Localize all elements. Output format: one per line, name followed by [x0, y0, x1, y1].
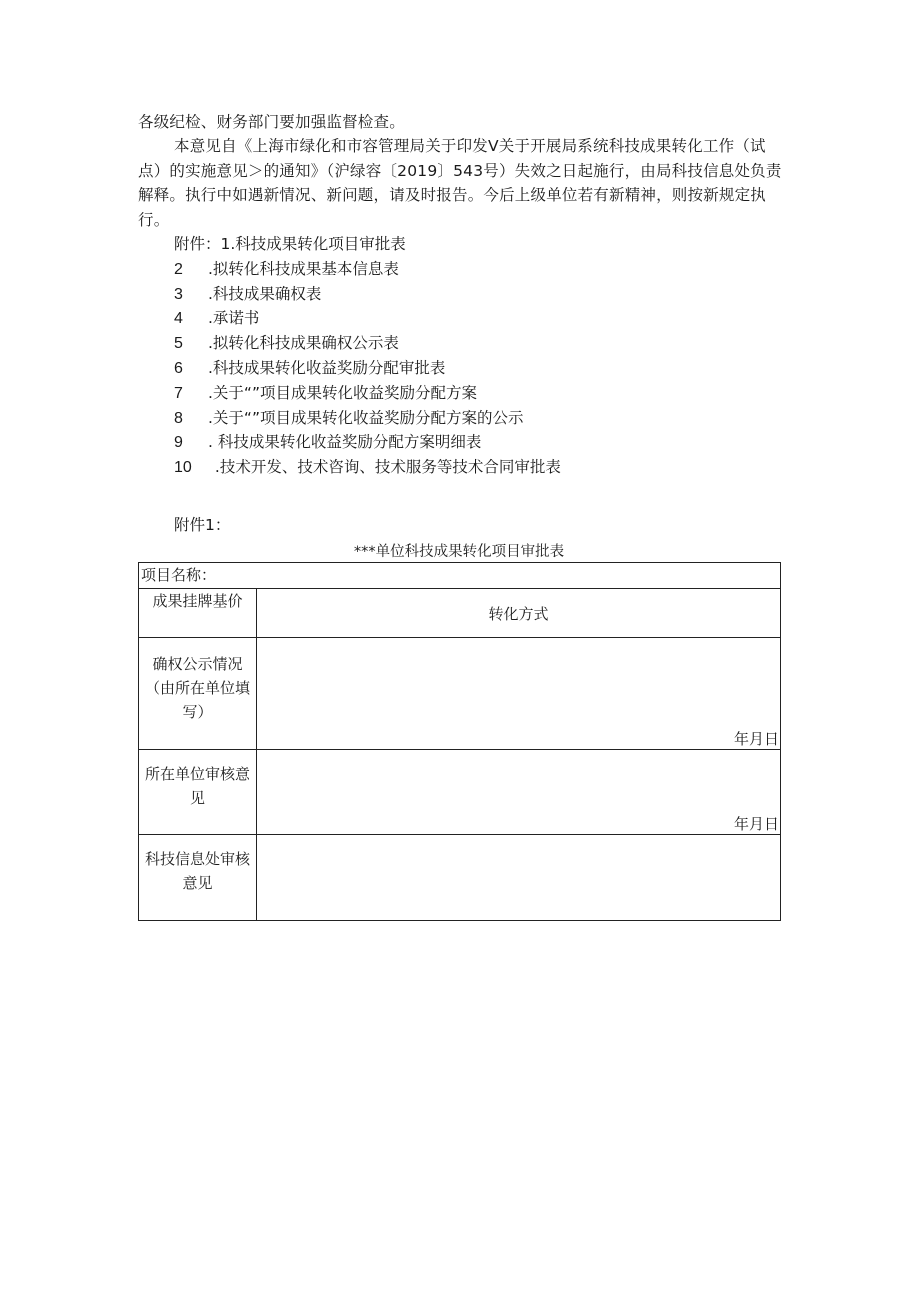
- attachment-number: 3: [174, 285, 183, 303]
- attachment-title: .拟转化科技成果确权公示表: [208, 334, 399, 353]
- attachment-lead: 附件：1.科技成果转化项目审批表: [174, 235, 406, 253]
- attachment-number: 5: [174, 335, 183, 353]
- attachment-item: [138, 406, 788, 431]
- attachment-title: .拟转化科技成果基本信息表: [208, 259, 399, 278]
- attachment-title: .科技成果确权表: [208, 284, 322, 303]
- attachment-number: 9: [174, 434, 183, 452]
- approval-form-table: [138, 562, 781, 921]
- table-row: [139, 750, 781, 835]
- attachment-title: .科技成果转化收益奖励分配审批表: [208, 358, 446, 377]
- attachment-number: 10: [174, 459, 192, 477]
- annex-label: 附件1：: [174, 516, 231, 534]
- attachment-item: [138, 356, 788, 381]
- attachment-number: 8: [174, 409, 183, 427]
- confirm-publicity-label: 确权公示情况（由所在单位填写）: [139, 638, 257, 750]
- attachment-item: [138, 455, 788, 480]
- unit-review-field: [257, 750, 781, 835]
- attachment-number: 4: [174, 310, 183, 328]
- attachment-item: [138, 331, 788, 356]
- attachment-title: . 科技成果转化收益奖励分配方案明细表: [208, 433, 482, 452]
- attachment-number: 7: [174, 384, 183, 402]
- date-text: 年月日: [733, 815, 779, 833]
- table-title: ***单位科技成果转化项目审批表: [353, 544, 565, 560]
- paragraph-effective-date: 本意见自《上海市绿化和市容管理局关于印发V关于开展局系统科技成果转化工作（试点）的实施意见＞的通知》（沪绿容〔2019〕543号）失效之日起施行，由局科技信息处负责解释。执行中如遇新情况、新问题，请及时报告。今后上级单位若有新精神，则按新规定执行。: [138, 137, 782, 229]
- paragraph-supervision: 各级纪检、财务部门要加强监督检查。: [138, 113, 405, 131]
- attachment-list: [138, 232, 788, 480]
- attachment-title: .承诺书: [208, 309, 260, 328]
- table-row: [139, 589, 781, 638]
- confirm-publicity-field: [257, 638, 781, 750]
- attachment-item: [138, 257, 788, 282]
- conversion-method-label: 转化方式: [257, 589, 781, 638]
- attachment-title: .技术开发、技术咨询、技术服务等技术合同审批表: [210, 458, 561, 477]
- attachment-title: .关于“”项目成果转化收益奖励分配方案: [208, 383, 477, 402]
- table-row: [139, 835, 781, 921]
- attachment-item: [138, 381, 788, 406]
- sci-info-review-field: [257, 835, 781, 921]
- attachment-title: .关于“”项目成果转化收益奖励分配方案的公示: [208, 408, 524, 427]
- sci-info-review-label: 科技信息处审核意见: [139, 835, 257, 921]
- attachment-number: 6: [174, 359, 183, 377]
- attachment-item: [138, 232, 788, 257]
- attachment-item: [138, 306, 788, 331]
- attachment-item: [138, 430, 788, 455]
- unit-review-label: 所在单位审核意见: [139, 750, 257, 835]
- project-name-field: 项目名称：: [139, 563, 781, 589]
- table-row: [139, 638, 781, 750]
- listing-price-label: 成果挂牌基价: [139, 589, 257, 638]
- attachment-item: [138, 282, 788, 307]
- date-text: 年月日: [733, 730, 779, 748]
- table-row: [139, 563, 781, 589]
- attachment-number: 2: [174, 260, 183, 278]
